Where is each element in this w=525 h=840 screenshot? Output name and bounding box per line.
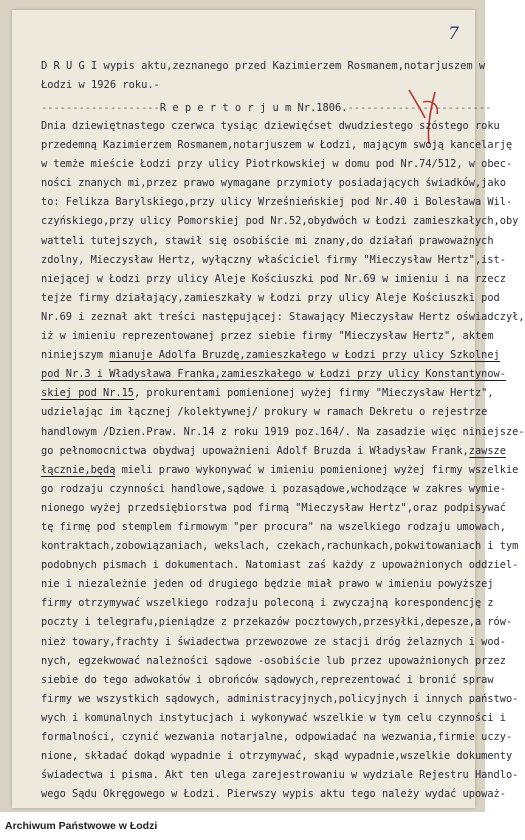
text-segment: handlowym /Dzien.Praw. Nr.14 z roku 1919 poz.164/. Na zasadzie więc niniejsze- — [41, 425, 525, 438]
text-segment: mieli prawo wykonywać w imieniu pomienionej wyżej firmy wszelkie — [115, 463, 519, 476]
repertorium-left-rule: ------------------- — [41, 102, 160, 114]
text-line — [41, 289, 500, 308]
text-line — [41, 270, 506, 289]
text-line — [41, 747, 513, 766]
text-line — [41, 212, 519, 231]
text-segment: wych i komunalnych instytucjach i wykonywać wszelkie w tym celu czynności i — [41, 711, 506, 724]
text-line — [41, 728, 513, 747]
text-segment: go pełnomocnictwa obydwaj upoważnieni Adolf Bruzda i Władysław Frank, — [41, 444, 469, 457]
text-segment: Nr.69 i zeznał akt treści następującej: Stawający Mieczysław Hertz oświadczył, — [41, 310, 525, 323]
text-segment: formalności, czynić wezwania notarjalne, odpowiadać na wezwania,firmie uczy- — [41, 731, 513, 743]
text-line — [41, 327, 494, 346]
text-segment: nionego wyżej przedsiębiorstwa pod firmą "Mieczysław Hertz",oraz podpisywać — [41, 501, 506, 514]
text-segment: niejącej w Łodzi przy ulicy Aleje Kościuszki pod Nr.69 w imieniu i na rzecz — [41, 272, 506, 285]
document-header — [41, 57, 486, 94]
underlined-text: pod Nr.3 i Władysława Franka,zamieszkałego w Łodzi przy ulicy Konstantynow- — [41, 368, 506, 381]
text-segment: , prokurentami pomienionej wyżej firmy "Mieczysław Hertz", — [134, 387, 494, 400]
header-line-2: Łodzi w 1926 roku.- — [41, 78, 160, 91]
text-segment: świadectwa i pisma. Akt ten ulega zarejestrowaniu w wydziale Rejestru Handlo- — [41, 769, 519, 782]
text-line — [41, 174, 506, 193]
text-segment: czyńskiego,przy ulicy Pomorskiej pod Nr.52,obydwóch w Łodzi zamieszkałych,oby — [41, 215, 519, 228]
text-segment: firmy we wszystkich sądowych, administracyjnych,policyjnych i innych państwo- — [41, 692, 519, 705]
text-line — [41, 193, 513, 212]
text-line — [41, 461, 519, 480]
text-line — [41, 155, 513, 174]
document-body — [41, 117, 525, 804]
text-segment: siebie do tego adwokatów i obrońców sądowych,reprezentować i bronić spraw — [41, 673, 494, 686]
text-segment: ności znanych mi,przez prawo wymagane przymioty posiadających świadków,jako — [41, 177, 506, 190]
text-line — [41, 613, 513, 632]
text-segment: nie i niezależnie jeden od drugiego będzie miał prawo w imieniu powyższej — [41, 578, 494, 591]
text-segment: w temże mieście Łodzi przy ulicy Piotrkowskiej w domu pod Nr.74/512, w obec- — [41, 158, 513, 171]
repertorium-label: R e p e r t o r j u m Nr.1806. — [159, 102, 348, 114]
text-segment: nione, składać dokąd wypadnie i otrzymywać, skąd wypadnie,wszelkie dokumenty — [41, 750, 513, 763]
text-line — [41, 785, 506, 804]
text-line — [41, 308, 525, 327]
text-line — [41, 423, 525, 442]
underlined-text: skiej pod Nr.15 — [41, 387, 134, 400]
text-segment: zdolny, Mieczysław Hertz, wyłączny właściciel firmy "Mieczysław Hertz",ist- — [41, 253, 506, 266]
text-line — [41, 136, 513, 155]
text-line — [41, 117, 500, 136]
text-segment: nież towary,frachty i świadectwa przewozowe ze stacji dróg żelaznych i wod- — [41, 635, 506, 648]
text-segment: go rodzaju czynności handlowe,sądowe i pozasądowe,wchodzące w zakres wymie- — [41, 482, 506, 495]
text-segment: przedemną Kazimierzem Rosmanem,notarjuszem w Łodzi, mającym swoją kancelarję — [41, 139, 513, 152]
header-line-1: D R U G I wypis aktu,zeznanego przed Kazimierzem Rosmanem,notarjuszem w — [41, 60, 486, 72]
text-line — [41, 766, 519, 785]
text-line — [41, 251, 506, 270]
text-line — [41, 365, 506, 384]
text-line — [41, 518, 506, 537]
text-line — [41, 671, 494, 690]
footer-bar — [0, 812, 485, 840]
repertorium-line — [41, 102, 492, 114]
text-line — [41, 384, 494, 403]
text-line — [41, 537, 519, 556]
text-segment: niniejszym — [41, 349, 110, 362]
text-line — [41, 442, 506, 461]
text-segment: to: Felikza Barylskiego,przy ulicy Wrześnieńskiej pod Nr.40 i Bolesława Wil- — [41, 196, 513, 209]
text-line — [41, 652, 506, 671]
text-segment: podobnych pismach i dokumentach. Natomiast zaś każdy z upoważnionych oddziel- — [41, 559, 519, 572]
text-segment: watteli tutejszych, stawił się osobiście mi znany,do działań prawoważnych — [41, 234, 494, 247]
repertorium-right-rule: ----------------------- — [347, 102, 492, 114]
text-segment: nych, egzekwować należności sądowe -osobiście lub przez upoważnionych przez — [41, 654, 506, 667]
underlined-text: mianuje Adolfa Bruzdę,zamieszkałego w Łodzi przy ulicy Szkolnej — [109, 349, 500, 362]
underlined-text: zawsze — [468, 444, 506, 457]
text-line — [41, 556, 519, 575]
text-segment: Dnia dziewiętnastego czerwca tysiąc dziewięćset dwudziestego szóstego roku — [41, 120, 500, 132]
text-segment: poczty i telegrafu,pieniądze z przekazów pocztowych,przesyłki,depesze,a rów- — [41, 616, 513, 629]
text-line — [41, 232, 494, 251]
text-segment: kontraktach,zobowiązaniach, wekslach, czekach,rachunkach,pokwitowaniach i tym — [41, 540, 519, 553]
text-segment: tę firmę pod stemplem firmowym "per procura" na wszelkiego rodzaju umowach, — [41, 520, 506, 533]
text-line — [41, 594, 494, 613]
text-segment: wego Sądu Okręgowego w Łodzi. Pierwszy wypis aktu tego należy wydać upoważ- — [41, 788, 506, 801]
text-line — [41, 690, 519, 709]
text-segment: tejże firmy działający,zamieszkały w Łodzi przy ulicy Aleje Kościuszki pod — [41, 291, 500, 304]
text-line — [41, 633, 506, 652]
text-line — [41, 403, 488, 422]
text-line — [41, 480, 506, 499]
text-line — [41, 499, 506, 518]
archive-logo-label: Archiwum Państwowe w Łodzi — [5, 820, 158, 832]
document-page — [12, 10, 525, 808]
underlined-text: łącznie,będą — [41, 463, 116, 476]
text-segment: udzielając im łącznej /kolektywnej/ prokury w ramach Dekretu o rejestrze — [41, 406, 488, 419]
text-line — [41, 709, 506, 728]
text-line — [41, 346, 500, 365]
folio-number: 7 — [448, 24, 459, 44]
text-segment: iż w imieniu reprezentowanej przez siebie firmy "Mieczysław Hertz", aktem — [41, 330, 494, 343]
text-segment: firmy otrzymywać wszelkiego rodzaju poleconą i zwyczajną korespondencję z — [41, 597, 494, 610]
text-line — [41, 575, 494, 594]
